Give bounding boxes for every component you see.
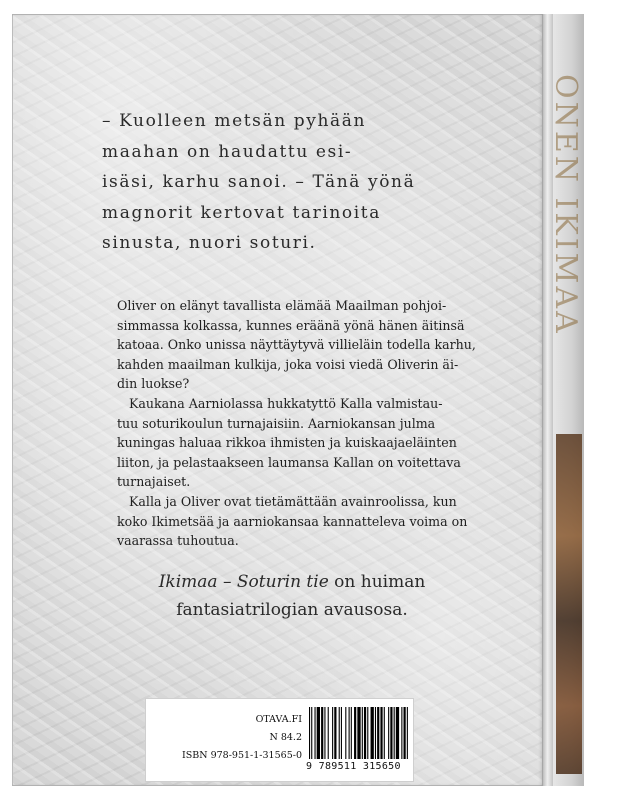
quote-line: isäsi, karhu sanoi. – Tänä yönä: [102, 172, 416, 192]
blurb-line: kuningas haluaa rikkoa ihmisten ja kuiskaajaeläinten: [117, 435, 457, 451]
barcode-bar: [349, 707, 350, 759]
barcode-bar: [345, 707, 346, 759]
blurb-text: [117, 296, 476, 551]
barcode-bar: [314, 707, 315, 759]
barcode-bar: [407, 707, 408, 759]
barcode-bar: [394, 707, 395, 759]
publisher-url: OTAVA.FI: [255, 714, 302, 725]
book-back-cover: [12, 14, 584, 786]
barcode-bar: [317, 707, 320, 759]
isbn: ISBN 978-951-1-31565-0: [182, 750, 302, 761]
tagline-line-2: fantasiatrilogian avausosa.: [176, 600, 408, 620]
book-spine: [548, 14, 584, 786]
barcode-bar: [404, 707, 406, 759]
barcode-bar: [388, 707, 389, 759]
barcode-bar: [384, 707, 385, 759]
barcode-bar: [324, 707, 325, 759]
quote-line: – Kuolleen metsän pyhään: [102, 111, 367, 131]
blurb-paragraph-3: [117, 492, 467, 551]
quote-block: [102, 106, 442, 259]
barcode-bar: [341, 707, 342, 759]
barcode-bar: [375, 707, 376, 759]
blurb-line: katoaa. Onko unissa näyttäytyvä villieläin todella karhu,: [117, 337, 476, 353]
blurb-line: simmassa kolkassa, kunnes eräänä yönä hänen äitinsä: [117, 317, 465, 333]
blurb-line: tuu soturikoulun turnajaisiin. Aarniokansan julma: [117, 415, 436, 431]
spine-artwork: [556, 434, 582, 774]
blurb-line: turnajaiset.: [117, 474, 191, 490]
tagline-line-1: [122, 568, 462, 596]
barcode-bar: [396, 707, 399, 759]
blurb-line: kahden maailman kulkija, joka voisi viedä Oliverin äi-: [117, 356, 459, 372]
barcode-digits: 9 789511 315650: [306, 761, 401, 772]
quote-line: sinusta, nuori soturi.: [102, 233, 317, 253]
tagline-text: on huiman: [328, 572, 426, 592]
barcode-bar: [362, 707, 363, 759]
blurb-line: vaarassa tuhoutua.: [117, 533, 239, 549]
barcode-bar: [328, 707, 329, 759]
publisher-meta: [152, 711, 302, 765]
barcode-bar: [367, 707, 368, 759]
barcode-bar: [371, 707, 374, 759]
blurb-line: Kaukana Aarniolassa hukkatyttö Kalla valmistau-: [129, 395, 443, 411]
library-class: N 84.2: [269, 732, 302, 743]
barcode-label: [145, 698, 414, 782]
cover-panel: [12, 14, 543, 786]
spine-title: ONEN IKIMAA: [548, 74, 583, 336]
barcode-bar: [390, 707, 392, 759]
blurb-paragraph-1: [117, 296, 476, 394]
blurb-paragraph-2: [117, 394, 467, 492]
blurb-line: koko Ikimetsää ja aarniokansaa kannatteleva voima on: [117, 513, 468, 529]
barcode-bar: [311, 707, 312, 759]
blurb-line: Oliver on elänyt tavallista elämää Maailman pohjoi-: [117, 298, 447, 313]
blurb-line: liiton, ja pelastaakseen laumansa Kallan on voitettava: [117, 454, 461, 470]
blurb-line: din luokse?: [117, 376, 190, 392]
barcode-bar: [321, 707, 323, 759]
barcode-bar: [364, 707, 366, 759]
barcode-bar: [357, 707, 360, 759]
barcode-bar: [332, 707, 333, 759]
quote-line: magnorit kertovat tarinoita: [102, 202, 381, 223]
barcode-bar: [377, 707, 379, 759]
barcode-bar: [401, 707, 402, 759]
barcode-bar: [339, 707, 340, 759]
barcode-bar: [354, 707, 356, 759]
barcode-bar: [351, 707, 352, 759]
quote-line: maahan on haudattu esi-: [102, 141, 353, 162]
barcode-bar: [334, 707, 336, 759]
tagline: [122, 568, 462, 624]
series-title: Ikimaa – Soturin tie: [158, 572, 329, 592]
barcode-bar: [309, 707, 310, 759]
barcode-image: [309, 707, 409, 759]
blurb-line: Kalla ja Oliver ovat tietämättään avainroolissa, kun: [129, 493, 457, 509]
barcode-bar: [380, 707, 382, 759]
